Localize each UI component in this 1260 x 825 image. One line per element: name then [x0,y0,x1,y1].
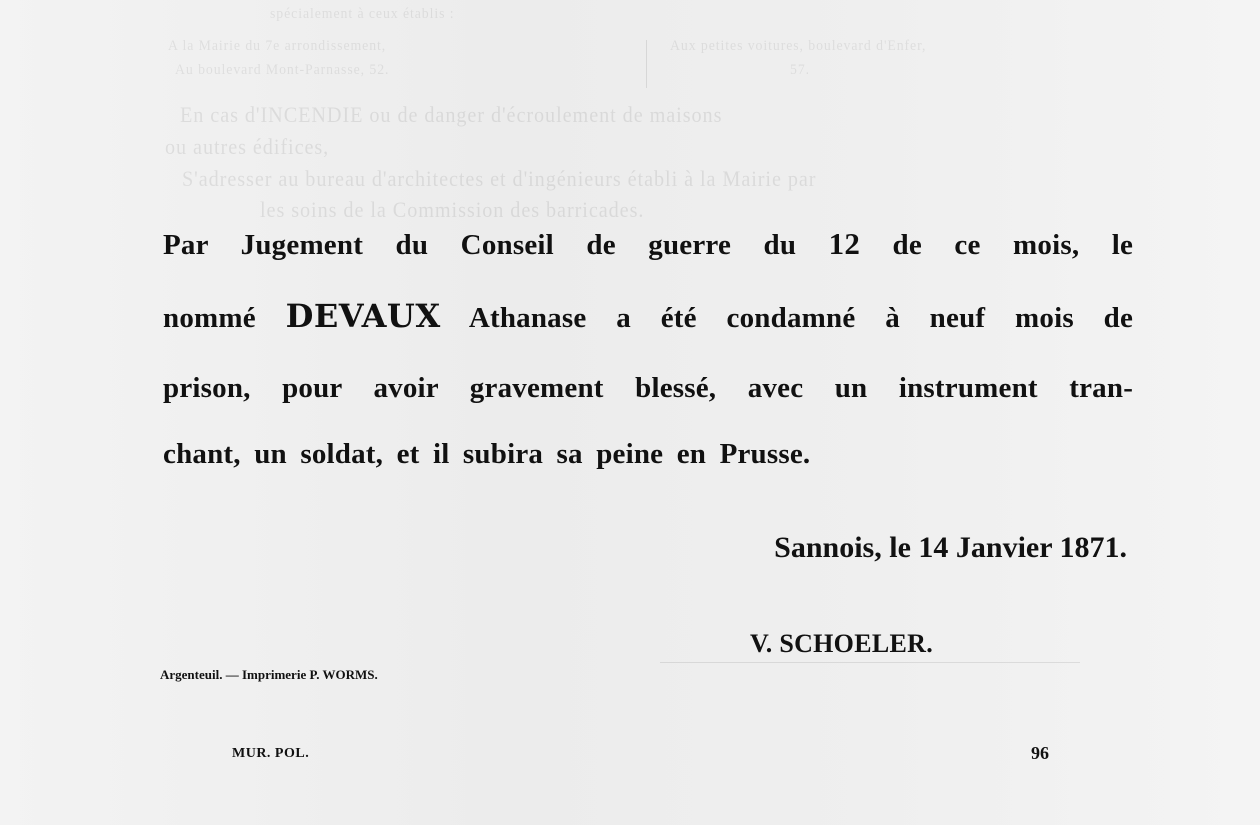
signature: V. SCHOELER. [750,629,934,658]
show-through-text: S'adresser au bureau d'architectes et d'ingénieurs établi à la Mairie par [182,166,817,191]
page-number: 96 [1031,743,1049,763]
place-date: Sannois, le 14 Janvier 1871. [774,531,1127,564]
show-through-rule [660,662,1080,663]
show-through-text: A la Mairie du 7e arrondissement, [168,38,387,54]
judgment-day: 12 [828,226,861,261]
show-through-text: ou autres édifices, [165,134,330,159]
show-through-text: En cas d'INCENDIE ou de danger d'écroulement de maisons [180,102,723,127]
show-through-text: 57. [790,62,811,78]
show-through-text: Aux petites voitures, boulevard d'Enfer, [670,38,927,54]
show-through-text: spécialement à ceux établis : [270,6,455,22]
notice-line-1: Par Jugement du Conseil de guerre du 12 de ce mois, le [163,226,1134,261]
collection-mark: MUR. POL. [232,746,310,761]
notice-line-4: chant, un soldat, et il subira sa peine en Prusse. [163,438,811,470]
show-through-text: les soins de la Commission des barricades. [260,197,645,222]
notice-line-2: nommé DEVAUX Athanase a été condamné à neuf mois de [163,297,1134,335]
convicted-name: DEVAUX [285,297,441,335]
printer-imprint: Argenteuil. — Imprimerie P. WORMS. [160,667,378,682]
show-through-text: Au boulevard Mont-Parnasse, 52. [175,62,390,78]
show-through-rule [646,40,647,88]
notice-line-3: prison, pour avoir gravement blessé, avec un instrument tran- [163,372,1134,404]
